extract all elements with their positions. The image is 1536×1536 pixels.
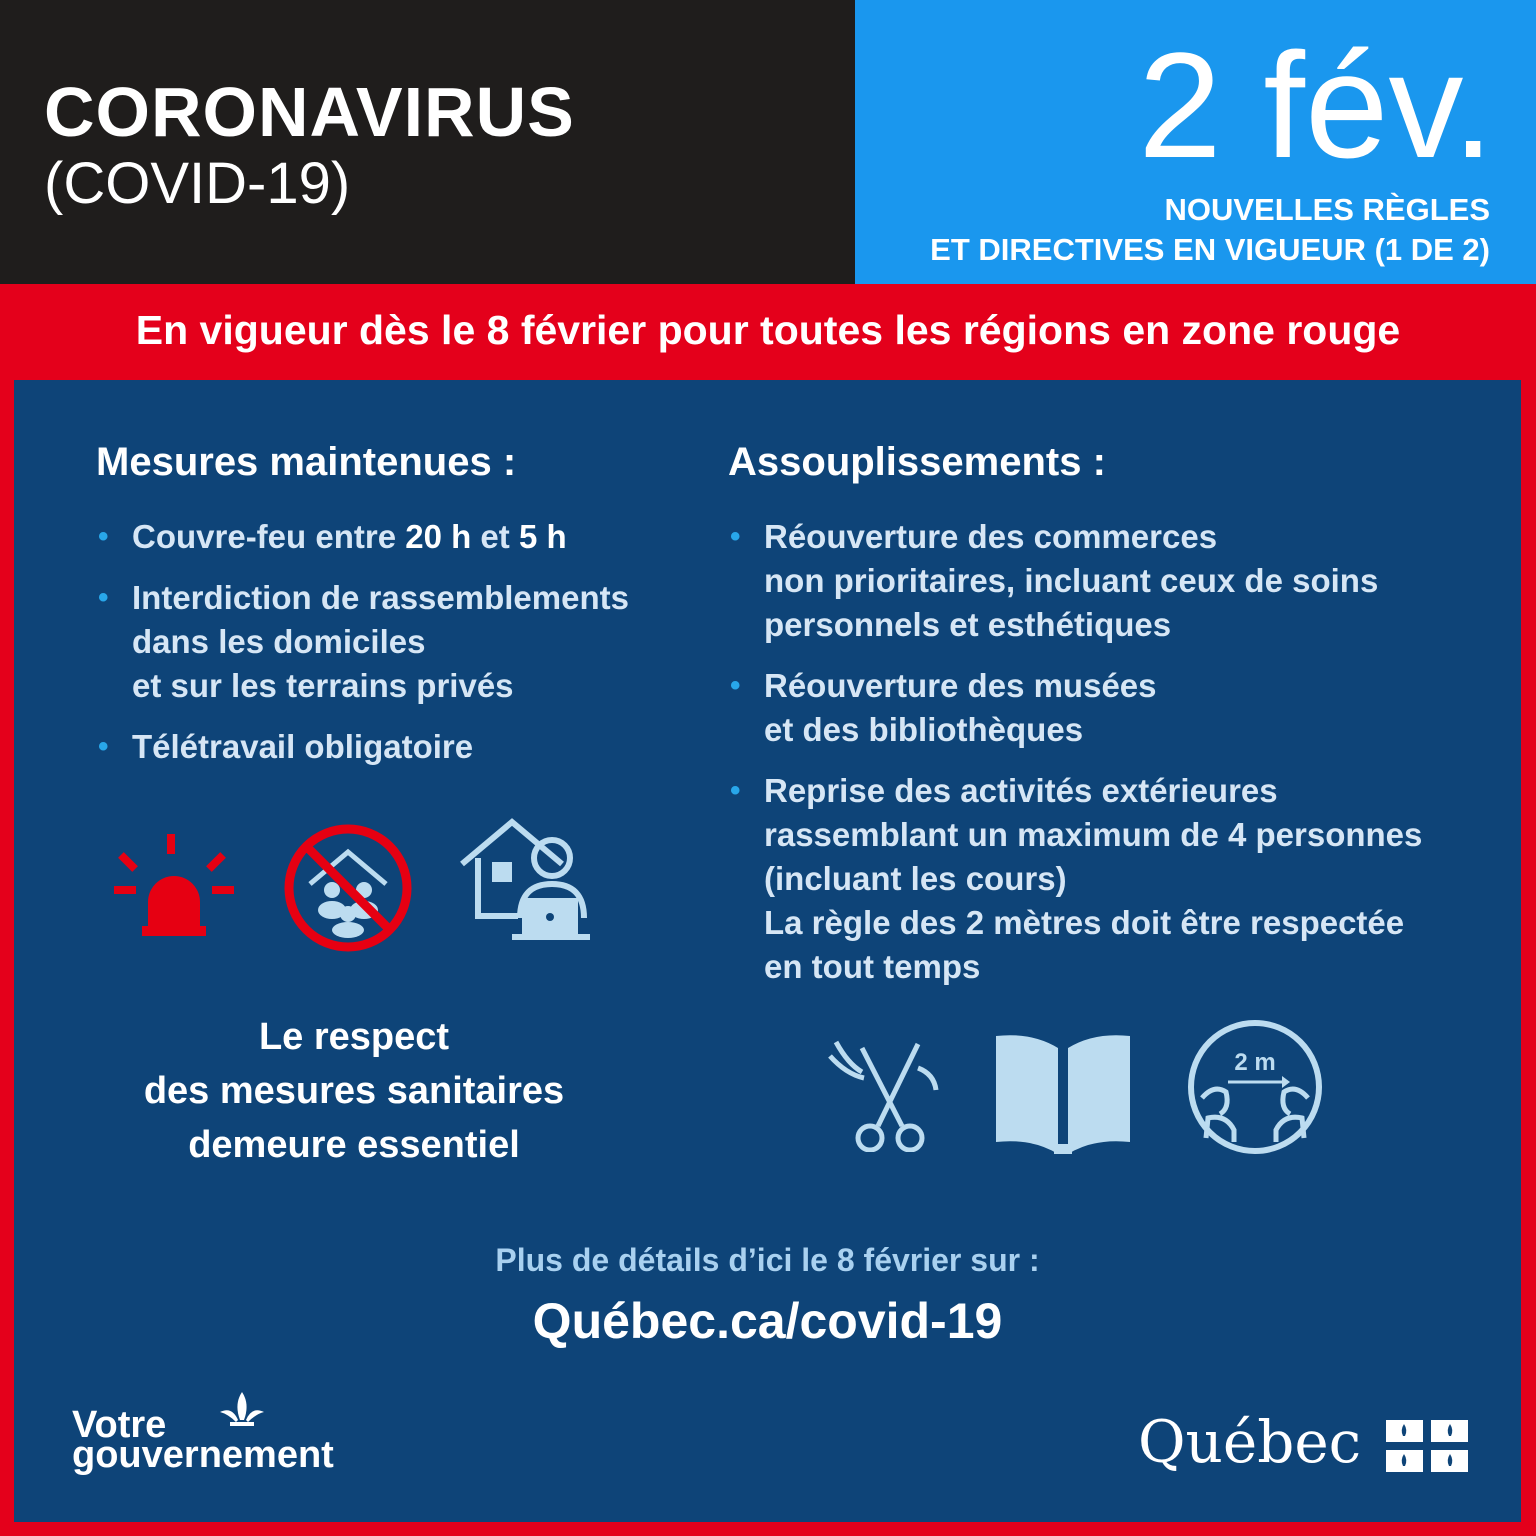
quebec-logo: Québec — [1138, 1408, 1362, 1476]
page-subtitle: (COVID-19) — [44, 151, 351, 216]
list-item: • Réouverture des musées et des bibliothèques — [728, 664, 1488, 752]
relaxations-list — [728, 515, 1488, 1006]
votre-gouvernement-logo: Votre gouvernement — [72, 1404, 334, 1476]
respect-message: Le respect des mesures sanitaires demeure essentiel — [143, 1016, 565, 1166]
content-panel — [14, 380, 1521, 1522]
date: 2 fév. — [1138, 21, 1494, 189]
covid-url-link[interactable]: Québec.ca/covid-19 — [532, 1293, 1003, 1349]
book-icon — [992, 1026, 1134, 1156]
maintained-heading: Mesures maintenues : — [96, 440, 517, 484]
maintained-list — [96, 515, 696, 786]
quebec-flag-icon — [1386, 1420, 1468, 1472]
rules-line1: NOUVELLES RÈGLES — [1164, 192, 1490, 227]
list-item: • Reprise des activités extérieures rassemblant un maximum de 4 personnes (incluant les cours) La règle des 2 mètres doit être respectée en tout temps — [728, 769, 1488, 989]
list-item: • Réouverture des commerces non prioritaires, incluant ceux de soins personnels et esthétiques — [728, 515, 1488, 647]
relaxations-heading: Assouplissements : — [728, 440, 1106, 484]
details-text: Plus de détails d’ici le 8 février sur : — [495, 1242, 1040, 1278]
header-right — [855, 0, 1536, 284]
fleur-de-lis-icon — [214, 1390, 270, 1434]
header-left — [0, 0, 855, 284]
list-item: • Interdiction de rassemblements dans les domiciles et sur les terrains privés — [96, 576, 696, 708]
alarm-light-icon — [112, 830, 242, 942]
list-item: • Couvre-feu entre 20 h et 5 h — [96, 515, 696, 559]
red-zone-banner: En vigueur dès le 8 février pour toutes les régions en zone rouge — [135, 307, 1401, 353]
rules-caption — [930, 190, 1490, 270]
rules-line2: ET DIRECTIVES EN VIGUEUR (1 DE 2) — [930, 232, 1490, 267]
distance-icon — [1186, 1018, 1324, 1156]
scissors-icon — [826, 1034, 946, 1152]
distance-label: 2 m — [1234, 1049, 1276, 1076]
telework-icon — [456, 818, 596, 946]
page-title: CORONAVIRUS — [44, 73, 575, 151]
no-gatherings-icon — [282, 822, 414, 954]
list-item: • Télétravail obligatoire — [96, 725, 696, 769]
